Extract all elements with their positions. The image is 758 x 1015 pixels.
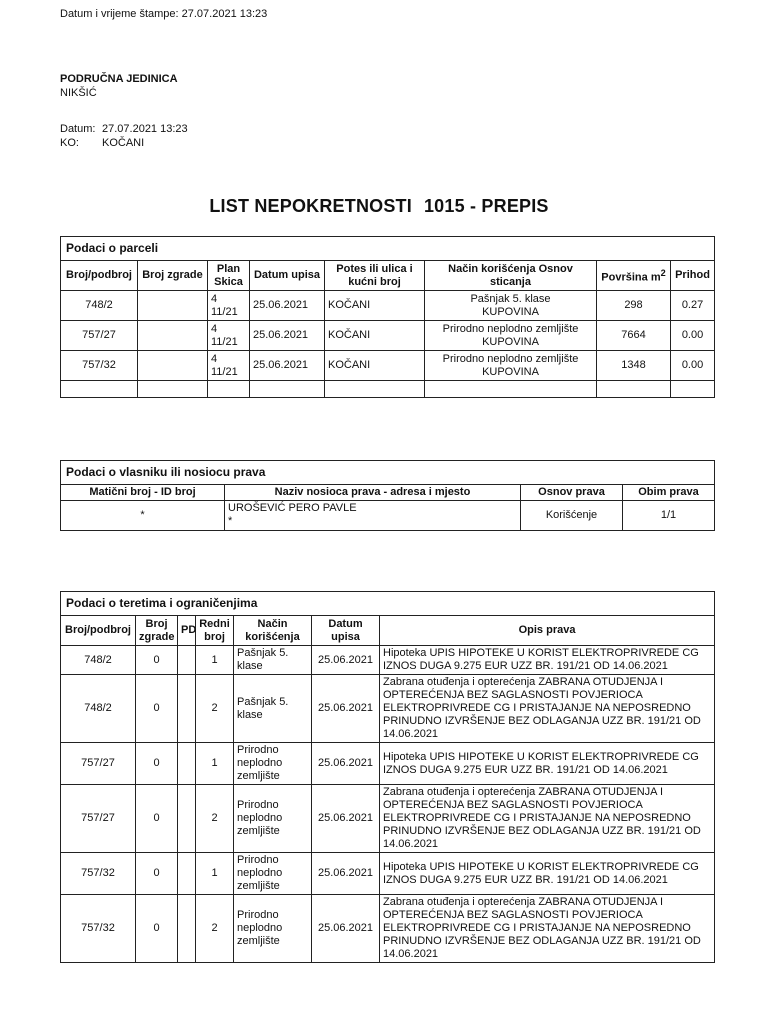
ko-value: KOČANI	[102, 137, 145, 149]
parcels-table	[60, 236, 715, 398]
unit-block	[60, 72, 178, 100]
owner-address: *	[228, 515, 233, 527]
col-datum: Datum upisa	[250, 261, 325, 291]
burden-redni: 2	[196, 895, 234, 963]
col-b-opis: Opis prava	[380, 616, 715, 646]
burden-pd	[178, 853, 196, 895]
burden-opis: Hipoteka UPIS HIPOTEKE U KORIST ELEKTROPRIVREDE CG IZNOS DUGA 9.275 EUR UZZ BR. 191/21 OD 14.06.2021	[380, 743, 715, 785]
burden-redni: 1	[196, 853, 234, 895]
print-timestamp: Datum i vrijeme štampe: 27.07.2021 13:23	[60, 8, 268, 20]
burden-datum: 25.06.2021	[312, 675, 380, 743]
col-nacin: Način korišćenja Osnov sticanja	[425, 261, 597, 291]
parcel-nacin: Prirodno neplodno zemljište	[442, 352, 579, 365]
parcel-plan: 4	[211, 292, 218, 305]
table-row-empty	[61, 381, 715, 398]
parcel-nacin-osnov	[425, 291, 597, 321]
burden-datum: 25.06.2021	[312, 895, 380, 963]
parcel-broj: 757/32	[61, 351, 138, 381]
meta-block	[60, 122, 188, 150]
parcel-nacin: Prirodno neplodno zemljište	[442, 322, 579, 335]
parcel-nacin-osnov	[425, 321, 597, 351]
burden-zgrada: 0	[136, 853, 178, 895]
owners-table	[60, 460, 715, 531]
parcel-skica: 11/21	[211, 365, 238, 378]
burden-datum: 25.06.2021	[312, 853, 380, 895]
parcel-zgrada	[138, 321, 208, 351]
burden-opis: Hipoteka UPIS HIPOTEKE U KORIST ELEKTROPRIVREDE CG IZNOS DUGA 9.275 EUR UZZ BR. 191/21 OD 14.06.2021	[380, 853, 715, 895]
ko-label: KO:	[60, 137, 79, 149]
burden-broj: 757/32	[61, 895, 136, 963]
burden-opis: Zabrana otuđenja i opterećenja ZABRANA OTUDJENJA I OPTEREĆENJA BEZ SAGLASNOSTI POVJERIOCA ELEKTROPRIVREDE CG I PRISTAJANJE NA NEPOSREDNO PRINUDNO IZVRŠENJE BEZ ODLAGANJA UZZ BR. 191/21 OD 14.06.2021	[380, 675, 715, 743]
table-row	[61, 675, 715, 743]
table-row	[61, 351, 715, 381]
parcel-plan-skica	[208, 351, 250, 381]
burden-pd	[178, 743, 196, 785]
col-b-nacin: Način korišćenja	[234, 616, 312, 646]
parcel-osnov: KUPOVINA	[482, 305, 539, 318]
col-id: Matični broj - ID broj	[61, 485, 225, 501]
burden-datum: 25.06.2021	[312, 743, 380, 785]
col-b-zgrada: Broj zgrade	[136, 616, 178, 646]
burden-nacin: Pašnjak 5. klase	[234, 646, 312, 675]
burden-broj: 757/27	[61, 743, 136, 785]
table-row	[61, 785, 715, 853]
parcel-nacin: Pašnjak 5. klase	[470, 292, 551, 305]
burden-redni: 1	[196, 646, 234, 675]
burden-broj: 757/27	[61, 785, 136, 853]
col-zgrada: Broj zgrade	[138, 261, 208, 291]
col-plan: Plan Skica	[208, 261, 250, 291]
parcel-broj: 748/2	[61, 291, 138, 321]
table-row	[61, 895, 715, 963]
owners-section	[60, 460, 714, 531]
col-naziv: Naziv nosioca prava - adresa i mjesto	[225, 485, 521, 501]
burden-broj: 757/32	[61, 853, 136, 895]
burden-zgrada: 0	[136, 646, 178, 675]
burden-zgrada: 0	[136, 743, 178, 785]
table-row	[61, 853, 715, 895]
col-b-redni: Redni broj	[196, 616, 234, 646]
parcel-skica: 11/21	[211, 305, 238, 318]
col-b-broj: Broj/podbroj	[61, 616, 136, 646]
table-row	[61, 646, 715, 675]
col-potes: Potes ili ulica i kućni broj	[325, 261, 425, 291]
burdens-table	[60, 591, 715, 963]
burden-pd	[178, 895, 196, 963]
burden-pd	[178, 785, 196, 853]
owner-name: UROŠEVIĆ PERO PAVLE	[228, 502, 357, 514]
burden-broj: 748/2	[61, 646, 136, 675]
parcel-skica: 11/21	[211, 335, 238, 348]
col-b-pd: PD	[178, 616, 196, 646]
parcel-potes: KOČANI	[325, 291, 425, 321]
parcel-datum: 25.06.2021	[250, 291, 325, 321]
col-b-datum: Datum upisa	[312, 616, 380, 646]
burden-nacin: Pašnjak 5. klase	[234, 675, 312, 743]
col-obim: Obim prava	[623, 485, 715, 501]
parcel-zgrada	[138, 351, 208, 381]
parcel-prihod: 0.00	[671, 321, 715, 351]
table-row	[61, 501, 715, 531]
parcel-potes: KOČANI	[325, 351, 425, 381]
parcel-povrsina: 1348	[597, 351, 671, 381]
date-value: 27.07.2021 13:23	[102, 123, 188, 135]
title-right: 1015 - PREPIS	[423, 196, 549, 216]
table-row	[61, 291, 715, 321]
burden-opis: Zabrana otuđenja i opterećenja ZABRANA OTUDJENJA I OPTEREĆENJA BEZ SAGLASNOSTI POVJERIOCA ELEKTROPRIVREDE CG I PRISTAJANJE NA NEPOSREDNO PRINUDNO IZVRŠENJE BEZ ODLAGANJA UZZ BR. 191/21 OD 14.06.2021	[380, 785, 715, 853]
burdens-section	[60, 591, 714, 963]
burden-broj: 748/2	[61, 675, 136, 743]
owner-name-address	[225, 501, 521, 531]
parcel-zgrada	[138, 291, 208, 321]
parcel-plan-skica	[208, 321, 250, 351]
col-povrsina: Površina $m^2$	[597, 261, 671, 291]
burden-datum: 25.06.2021	[312, 646, 380, 675]
burden-zgrada: 0	[136, 675, 178, 743]
parcel-potes: KOČANI	[325, 321, 425, 351]
page-title	[0, 196, 758, 217]
parcel-datum: 25.06.2021	[250, 351, 325, 381]
parcel-osnov: KUPOVINA	[482, 365, 539, 378]
parcel-prihod: 0.00	[671, 351, 715, 381]
table-row	[61, 743, 715, 785]
burdens-heading: Podaci o teretima i ograničenjima	[61, 592, 715, 616]
burden-redni: 2	[196, 675, 234, 743]
parcels-section	[60, 236, 714, 398]
burden-nacin: Prirodno neplodno zemljište	[234, 785, 312, 853]
parcel-nacin-osnov	[425, 351, 597, 381]
burden-zgrada: 0	[136, 785, 178, 853]
parcel-povrsina: 298	[597, 291, 671, 321]
burden-nacin: Prirodno neplodno zemljište	[234, 743, 312, 785]
burden-pd	[178, 675, 196, 743]
parcels-heading: Podaci o parceli	[61, 237, 715, 261]
col-osnov: Osnov prava	[521, 485, 623, 501]
burden-nacin: Prirodno neplodno zemljište	[234, 853, 312, 895]
parcel-povrsina: 7664	[597, 321, 671, 351]
burden-pd	[178, 646, 196, 675]
owner-id: *	[61, 501, 225, 531]
col-prihod: Prihod	[671, 261, 715, 291]
unit-name: NIKŠIĆ	[60, 87, 97, 99]
parcel-plan-skica	[208, 291, 250, 321]
burden-opis: Zabrana otuđenja i opterećenja ZABRANA OTUDJENJA I OPTEREĆENJA BEZ SAGLASNOSTI POVJERIOCA ELEKTROPRIVREDE CG I PRISTAJANJE NA NEPOSREDNO PRINUDNO IZVRŠENJE BEZ ODLAGANJA UZZ BR. 191/21 OD 14.06.2021	[380, 895, 715, 963]
burden-zgrada: 0	[136, 895, 178, 963]
owners-heading: Podaci o vlasniku ili nosiocu prava	[61, 461, 715, 485]
unit-label: PODRUČNA JEDINICA	[60, 73, 178, 85]
burden-datum: 25.06.2021	[312, 785, 380, 853]
burden-nacin: Prirodno neplodno zemljište	[234, 895, 312, 963]
owner-obim: 1/1	[623, 501, 715, 531]
table-row	[61, 321, 715, 351]
parcel-osnov: KUPOVINA	[482, 335, 539, 348]
burden-redni: 1	[196, 743, 234, 785]
parcel-plan: 4	[211, 352, 218, 365]
date-label: Datum:	[60, 123, 96, 135]
parcel-plan: 4	[211, 322, 218, 335]
owner-osnov: Korišćenje	[521, 501, 623, 531]
parcel-datum: 25.06.2021	[250, 321, 325, 351]
burden-redni: 2	[196, 785, 234, 853]
parcel-broj: 757/27	[61, 321, 138, 351]
col-broj: Broj/podbroj	[61, 261, 138, 291]
title-left: LIST NEPOKRETNOSTI	[209, 196, 412, 216]
parcel-prihod: 0.27	[671, 291, 715, 321]
burden-opis: Hipoteka UPIS HIPOTEKE U KORIST ELEKTROPRIVREDE CG IZNOS DUGA 9.275 EUR UZZ BR. 191/21 OD 14.06.2021	[380, 646, 715, 675]
